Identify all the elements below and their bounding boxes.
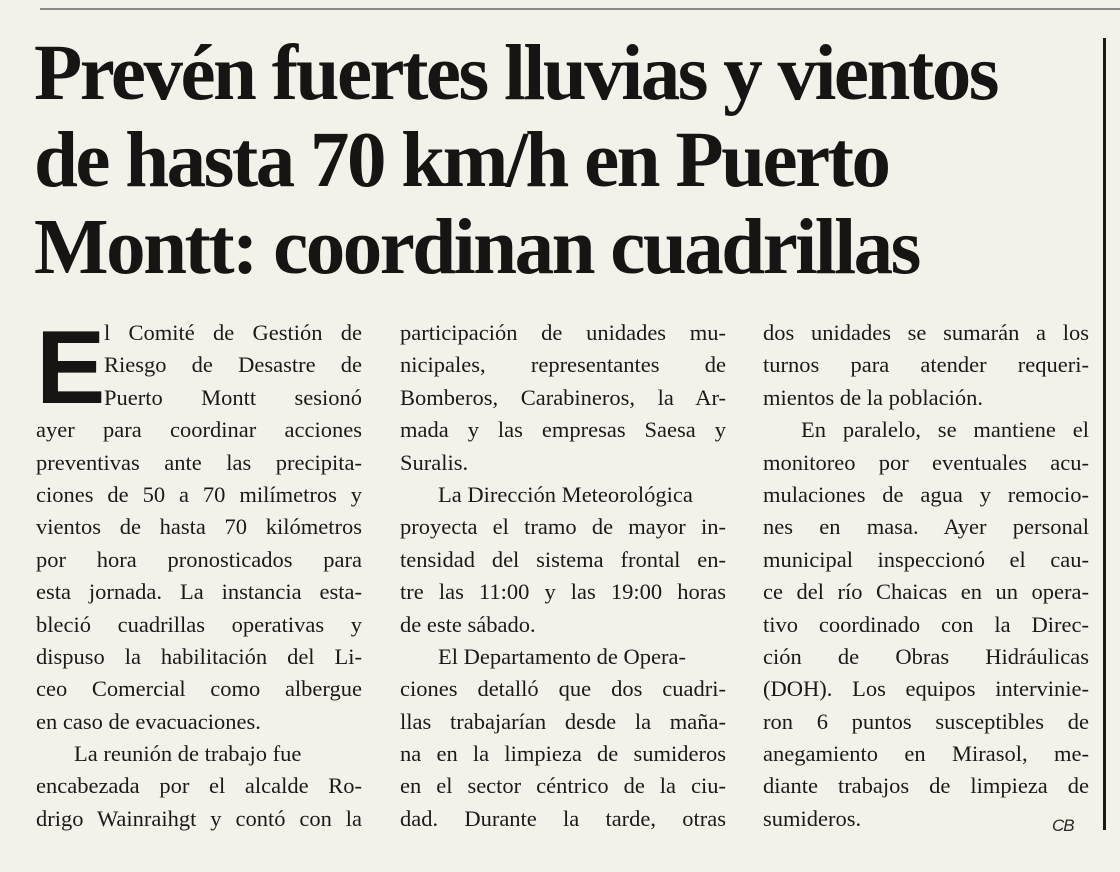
article-column-3 <box>763 317 1089 835</box>
text-line: mulaciones de agua y remocio- <box>763 481 1089 507</box>
headline-line: Prevén fuertes lluvias y vientos <box>34 30 997 117</box>
text-line: encabezada por el alcalde Ro- <box>36 773 362 799</box>
text-line: Riesgo de Desastre de <box>104 352 362 378</box>
text-line: tivo coordinado con la Direc- <box>763 611 1089 637</box>
text-line: en el sector céntrico de la ciu- <box>400 773 726 799</box>
headline-line: Montt: coordinan cuadrillas <box>34 204 919 291</box>
text-line: ciones de 50 a 70 milímetros y <box>36 481 362 507</box>
text-line: dad. Durante la tarde, otras <box>400 805 726 831</box>
text-line: participación de unidades mu- <box>400 320 726 345</box>
text-line: ron 6 puntos susceptibles de <box>763 708 1089 734</box>
text-line: mientos de la población. <box>763 384 983 410</box>
text-line: tensidad del sistema frontal en- <box>400 546 726 572</box>
text-line: dos unidades se sumarán a los <box>763 320 1089 345</box>
text-line: sumideros. <box>763 805 862 831</box>
text-line: monitoreo por eventuales acu- <box>763 449 1089 475</box>
text-line: na en la limpieza de sumideros <box>400 741 726 767</box>
text-line: l Comité de Gestión de <box>104 320 362 345</box>
text-line: bleció cuadrillas operativas y <box>36 611 362 637</box>
text-line: El Departamento de Opera- <box>438 643 687 669</box>
dropcap-paragraph <box>36 310 362 426</box>
text-line: nicipales, representantes de <box>400 352 726 378</box>
top-rule <box>40 8 1120 10</box>
text-line: ce del río Chaicas en un opera- <box>763 579 1089 605</box>
text-line: diante trabajos de limpieza de <box>763 773 1089 799</box>
headline <box>34 30 1104 291</box>
text-line: preventivas ante las precipita- <box>36 449 362 475</box>
text-line: proyecta el tramo de mayor in- <box>400 514 726 540</box>
text-line: (DOH). Los equipos intervinie- <box>763 676 1089 702</box>
text-line: Puerto Montt sesionó <box>104 384 362 410</box>
text-line: vientos de hasta 70 kilómetros <box>36 514 362 540</box>
text-line: de este sábado. <box>400 611 536 637</box>
text-line: La Dirección Meteorológica <box>438 481 693 507</box>
text-line: dispuso la habilitación del Li- <box>36 643 362 669</box>
text-line: mada y las empresas Saesa y <box>400 417 726 443</box>
article-column-1 <box>36 310 362 835</box>
text-line: turnos para atender requeri- <box>763 352 1089 378</box>
article-column-2 <box>400 317 726 835</box>
text-line: ción de Obras Hidráulicas <box>763 643 1089 669</box>
headline-line: de hasta 70 km/h en Puerto <box>34 117 889 204</box>
text-line: en caso de evacuaciones. <box>36 708 261 734</box>
end-mark: CB <box>1052 816 1074 835</box>
text-line: nes en masa. Ayer personal <box>763 514 1089 540</box>
text-line: ayer para coordinar acciones <box>36 417 362 443</box>
text-line: tre las 11:00 y las 19:00 horas <box>400 579 726 605</box>
text-line: esta jornada. La instancia esta- <box>36 579 362 605</box>
text-line: por hora pronosticados para <box>36 546 362 572</box>
text-line: drigo Wainraihgt y contó con la <box>36 805 362 831</box>
text-line: La reunión de trabajo fue <box>74 741 302 767</box>
drop-cap: E <box>36 310 106 426</box>
text-line: anegamiento en Mirasol, me- <box>763 741 1089 767</box>
text-line: ciones detalló que dos cuadri- <box>400 676 726 702</box>
text-line: Bomberos, Carabineros, la Ar- <box>400 384 726 410</box>
text-line: Suralis. <box>400 449 469 475</box>
text-line: En paralelo, se mantiene el <box>801 417 1089 443</box>
text-line: ceo Comercial como albergue <box>36 676 362 702</box>
text-line: llas trabajarían desde la maña- <box>400 708 726 734</box>
text-line: municipal inspeccionó el cau- <box>763 546 1089 572</box>
